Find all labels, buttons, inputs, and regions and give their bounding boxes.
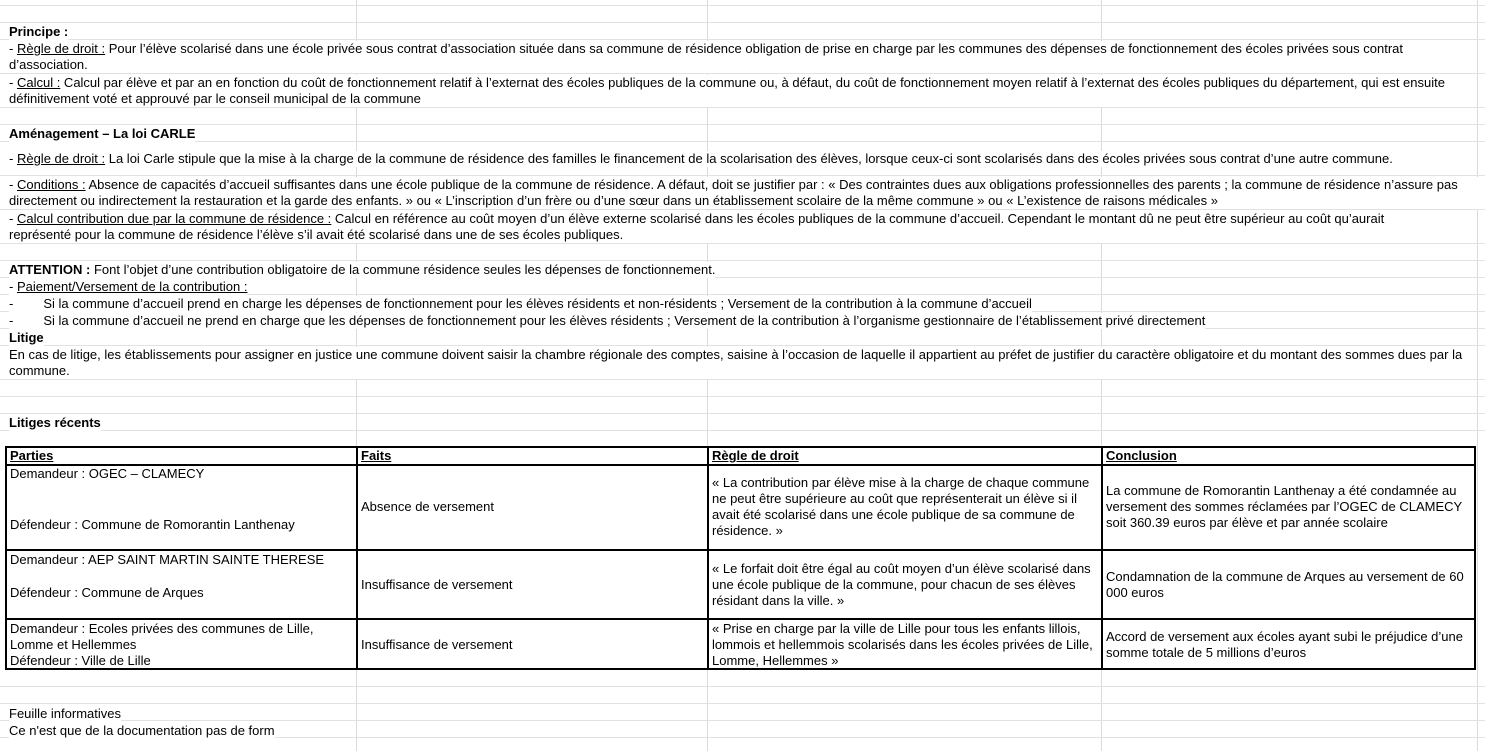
table-border [5, 446, 7, 670]
table-row-1-parties[interactable] [7, 466, 356, 548]
grid-row-line [0, 175, 1485, 176]
paiement-item-1-text: Si la commune d’accueil prend en charge les dépenses de fonctionnement pour les élèves résidents et non-résidents ; Versement de la contribution à la commune d’accueil [43, 296, 1032, 311]
row-2-defendeur: Défendeur : Commune de Arques [10, 585, 204, 600]
header-conclusion[interactable]: Conclusion [1103, 448, 1474, 464]
table-border [1101, 446, 1103, 670]
row-2-faits: Insuffisance de versement [361, 576, 513, 592]
table-row-2-parties[interactable] [7, 552, 356, 617]
grid-col-line [1477, 0, 1478, 751]
grid-row-line [0, 260, 1485, 261]
row-1-regle: « La contribution par élève mise à la charge de chaque commune ne peut être supérieure au coût que représenterait un élève si il avait été scolarisé dans une école publique de sa commune de résidence. » [712, 475, 1090, 538]
grid-row-line [0, 243, 1485, 244]
grid-row-line [0, 124, 1485, 125]
row-3-regle: « Prise en charge par la ville de Lille pour tous les enfants lillois, lommois et hellemmois scolarisés dans les écoles privées de Lille, Lomme, Hellemmes » [712, 621, 1093, 668]
row-3-faits: Insuffisance de versement [361, 636, 513, 652]
row-1-demandeur: Demandeur : OGEC – CLAMECY [10, 466, 205, 481]
litige-text[interactable]: En cas de litige, les établissements pour assigner en justice une commune doivent saisir la chambre régionale des comptes, saisine à l’occasion de laquelle il appartient au préfet de justifier du caractère obligatoire et du montant des sommes dues par la commune. [9, 347, 1471, 379]
principe-title[interactable]: Principe : [9, 24, 69, 39]
grid-row-line [0, 379, 1485, 380]
footer-line-2[interactable]: Ce n'est que de la documentation pas de form [9, 723, 275, 738]
grid-row-line [0, 345, 1485, 346]
row-3-demandeur: Demandeur : Ecoles privées des communes de Lille, Lomme et Hellemmes [10, 621, 314, 652]
principe-calcul-text: Calcul par élève et par an en fonction du coût de fonctionnement relatif à l’externat des écoles publiques de la commune ou, à défaut, du coût de fonctionnement moyen relatif à l’externat des écoles publiques du département, qui est ensuite définitivement voté et approuvé par le conseil municipal de la commune [9, 75, 1445, 106]
row-1-conclusion: La commune de Romorantin Lanthenay a été condamnée au versement des sommes réclamées par l’OGEC de CLAMECY soit 360.39 euros par élève et par année scolaire [1106, 483, 1462, 530]
grid-row-line [0, 413, 1485, 414]
attention-text: Font l’objet d’une contribution obligatoire de la commune résidence seules les dépenses de fonctionnement. [90, 262, 716, 277]
table-row-2-faits[interactable] [358, 552, 707, 617]
principe-calcul-cell[interactable]: - Calcul : Calcul par élève et par an en fonction du coût de fonctionnement relatif à l’externat des écoles publiques de la commune ou, à défaut, du coût de fonctionnement moyen relatif à l’externat des écoles publiques du département, qui est ensuite définitivement voté et approuvé par le conseil municipal de la commune [9, 75, 1469, 107]
row-3-conclusion: Accord de versement aux écoles ayant subi le préjudice d’une somme totale de 5 millions d’euros [1106, 628, 1463, 660]
amenagement-calcul-cell[interactable]: - Calcul contribution due par la commune de résidence : Calcul en référence au coût moyen d’un élève externe scolarisé dans les écoles publiques de la commune d’accueil. Cependant le montant dû ne peut être supérieur au coût qu’aurait représenté pour la commune de résidence l’élève s’il avait été scolarisé dans une de ses écoles publiques. [9, 211, 1429, 243]
grid-row-line [0, 141, 1485, 142]
table-border [5, 549, 1476, 551]
amenagement-regle-cell[interactable]: - Règle de droit : La loi Carle stipule que la mise à la charge de la commune de résidence des familles le financement de la scolarisation des élèves, lorsque ceux-ci sont scolarisés dans des écoles privées sous contrat d’une autre commune. [9, 151, 1393, 166]
table-row-3-parties[interactable] [7, 621, 356, 668]
row-2-regle: « Le forfait doit être égal au coût moyen d’un élève scolarisé dans une école publique de la commune, pour chacun de ses élèves résidant dans la ville. » [712, 560, 1091, 608]
table-row-3-faits[interactable] [358, 621, 707, 668]
grid-row-line [0, 686, 1485, 687]
paiement-label: Paiement/Versement de la contribution : [16, 279, 248, 294]
header-faits[interactable]: Faits [358, 448, 707, 464]
grid-row-line [0, 703, 1485, 704]
grid-row-line [0, 209, 1485, 210]
row-3-defendeur: Défendeur : Ville de Lille [10, 653, 151, 668]
principe-regle-cell[interactable]: - Règle de droit : Pour l’élève scolarisé dans une école privée sous contrat d’association située dans sa commune de résidence obligation de prise en charge par les communes des dépenses de fonctionnement des écoles privées sous contrat d’association. [9, 41, 1459, 73]
grid-row-line [0, 39, 1485, 40]
row-2-conclusion: Condamnation de la commune de Arques au versement de 60 000 euros [1106, 568, 1464, 600]
table-row-3-regle[interactable] [709, 621, 1101, 668]
grid-row-line [0, 430, 1485, 431]
principe-regle-label: Règle de droit : [16, 41, 106, 56]
footer-line-1[interactable]: Feuille informatives [9, 706, 121, 721]
grid-row-line [0, 107, 1485, 108]
paiement-item-2[interactable]: - Si la commune d’accueil ne prend en charge que les dépenses de fonctionnement pour les élèves résidents ; Versement de la contribution à l’organisme gestionnaire de l’établissement privé directement [9, 313, 1206, 328]
table-border [5, 464, 1476, 466]
amenagement-conditions-label: Conditions : [16, 177, 86, 192]
table-row-2-regle[interactable] [709, 552, 1101, 617]
amenagement-calcul-text: Calcul en référence au coût moyen d’un élève externe scolarisé dans les écoles publiques de la commune d’accueil. Cependant le montant dû ne peut être supérieur au coût qu’aurait représenté pour la commune de résidence l’élève s’il avait été scolarisé dans une de ses écoles publiques. [9, 211, 1385, 242]
attention-cell[interactable] [9, 262, 715, 278]
table-border [5, 668, 1476, 670]
table-border [5, 446, 1476, 448]
grid-row-line [0, 73, 1485, 74]
grid-row-line [0, 720, 1485, 721]
table-border [707, 446, 709, 670]
grid-row-line [0, 5, 1485, 6]
litige-title[interactable]: Litige [9, 330, 44, 345]
litiges-recents-title[interactable]: Litiges récents [9, 415, 101, 430]
amenagement-regle-label: Règle de droit : [16, 151, 106, 166]
amenagement-conditions-cell[interactable]: - Conditions : Absence de capacités d’accueil suffisantes dans une école publique de la commune de résidence. A défaut, doit se justifier par : « Des contraintes dues aux obligations professionnelles des parents ; la commune de résidence n’assure pas directement ou indirectement la restauration et la garde des enfants. » ou « L’inscription d’un frère ou d’une sœur dans un établissement scolaire de la même commune » ou « L’existence de raisons médicales » [9, 177, 1479, 209]
table-row-1-faits[interactable] [358, 466, 707, 548]
paiement-item-2-text: Si la commune d’accueil ne prend en charge que les dépenses de fonctionnement pour les élèves résidents ; Versement de la contribution à l’organisme gestionnaire de l’établissement privé directement [43, 313, 1206, 328]
paiement-cell[interactable]: - Paiement/Versement de la contribution : [9, 279, 248, 294]
row-1-defendeur: Défendeur : Commune de Romorantin Lanthenay [10, 517, 295, 532]
principe-regle-text: Pour l’élève scolarisé dans une école privée sous contrat d’association située dans sa commune de résidence obligation de prise en charge par les communes des dépenses de fonctionnement des écoles privées sous contrat d’association. [9, 41, 1403, 72]
grid-row-line [0, 22, 1485, 23]
table-row-1-conclusion[interactable] [1103, 466, 1474, 548]
table-border [5, 618, 1476, 620]
amenagement-calcul-label: Calcul contribution due par la commune de résidence : [16, 211, 332, 226]
amenagement-title[interactable]: Aménagement – La loi CARLE [9, 126, 196, 141]
table-row-3-conclusion[interactable] [1103, 621, 1474, 668]
table-row-2-conclusion[interactable] [1103, 552, 1474, 617]
grid-row-line [0, 396, 1485, 397]
table-border [1474, 446, 1476, 670]
principe-calcul-label: Calcul : [16, 75, 61, 90]
amenagement-conditions-text: Absence de capacités d’accueil suffisantes dans une école publique de la commune de résidence. A défaut, doit se justifier par : « Des contraintes dues aux obligations professionnelles des parents ; la commune de résidence n’assure pas directement ou indirectement la restauration et la garde des enfants. » ou « L’inscription d’un frère ou d’une sœur dans un établissement scolaire de la même commune » ou « L’existence de raisons médicales » [9, 177, 1458, 208]
table-row-1-regle[interactable] [709, 466, 1101, 548]
table-border [356, 446, 358, 670]
paiement-item-1[interactable]: - Si la commune d’accueil prend en charge les dépenses de fonctionnement pour les élèves résidents et non-résidents ; Versement de la contribution à la commune d’accueil [9, 296, 1032, 311]
litiges-table [5, 446, 1476, 670]
amenagement-regle-text: La loi Carle stipule que la mise à la charge de la commune de résidence des familles le financement de la scolarisation des élèves, lorsque ceux-ci sont scolarisés dans des écoles privées sous contrat d’une autre commune. [105, 151, 1393, 166]
row-1-faits: Absence de versement [361, 499, 494, 514]
attention-label: ATTENTION : [9, 262, 91, 277]
row-2-demandeur: Demandeur : AEP SAINT MARTIN SAINTE THERESE [10, 552, 325, 567]
header-parties[interactable]: Parties [7, 448, 356, 464]
header-regle[interactable]: Règle de droit [709, 448, 1101, 464]
